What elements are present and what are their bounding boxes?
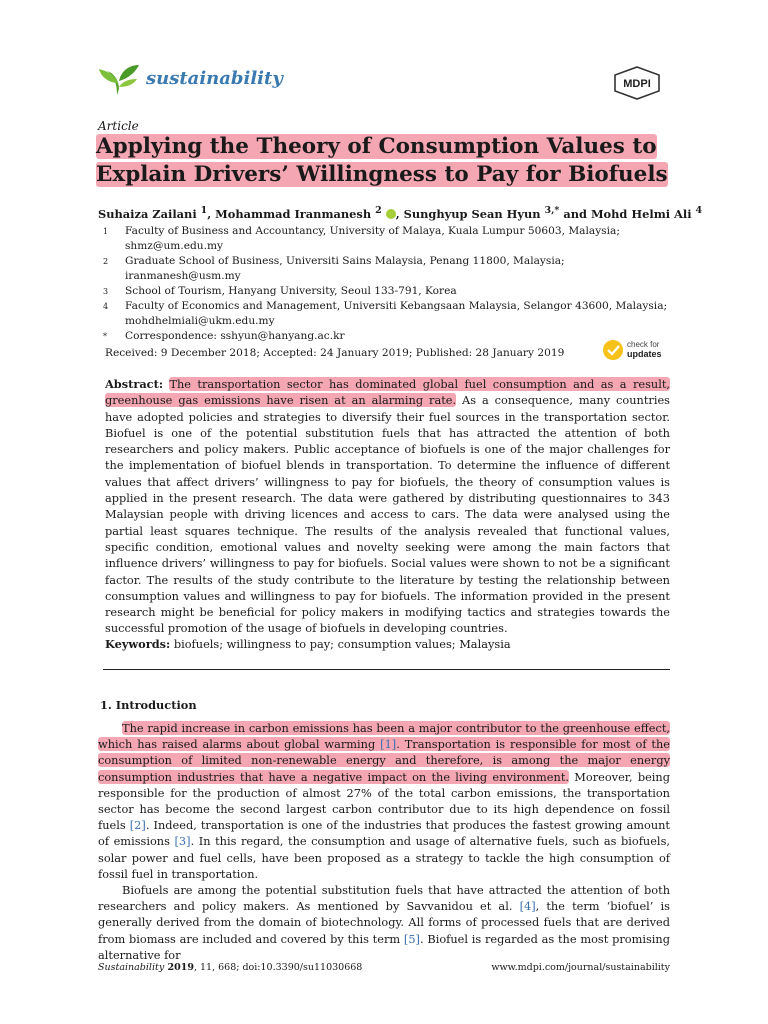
author-name: , Sunghyup Sean Hyun — [395, 206, 545, 221]
author-affil-sup: 4 — [695, 205, 703, 216]
affiliation-text: School of Tourism, Hanyang University, Seoul 133-791, Korea — [125, 285, 457, 297]
footer-citation — [98, 962, 362, 973]
keywords — [105, 637, 511, 651]
author-name: , Mohammad Iranmanesh — [207, 206, 376, 221]
keywords-text: biofuels; willingness to pay; consumption values; Malaysia — [170, 637, 511, 651]
author-affil-sup: 3,* — [544, 205, 560, 216]
affiliation-number: 1 — [103, 227, 109, 236]
paragraph-text: , the term ‘biofuel’ is generally derived from the domain of biotechnology. All forms of processed fuels that are derived from biomass are included and covered by this term — [98, 899, 670, 946]
section-body — [98, 720, 670, 963]
abstract-text: As a consequence, many countries have adopted policies and strategies to diversify their fuel sources in the transportation sector. Biofuel is one of the potential substitution fuels that has attracted the attention of both researchers and policy makers. Public acceptance of biofuels is one of the major challenges for the implementation of biofuel blends in transportation. To determine the influence of different values that affect drivers’ willingness to pay for biofuels, the theory of consumption values is applied in the present research. The data were gathered by distributing questionnaires to 343 Malaysian people with driving licences and access to cars. The data were analysed using the partial least squares technique. The results of the analysis revealed that functional values, specific condition, emotional values and novelty seeking were among the main factors that influence drivers’ willingness to pay for biofuels. Social values were shown to not be a significant factor. The results of the study contribute to the literature by testing the relationship between consumption values and willingness to pay for biofuels. The information provided in the present research might be beneficial for policy makers in modifying tactics and strategies towards the successful promotion of the usage of biofuels in developing countries. — [105, 393, 670, 636]
affiliation-item — [103, 299, 678, 329]
orcid-icon[interactable] — [386, 209, 396, 219]
citation-link[interactable]: [4] — [519, 899, 536, 914]
abstract-highlight: The transportation sector has dominated global fuel consumption and as a result, greenhouse gas emissions have risen at an alarming rate. — [105, 377, 670, 408]
check-for-updates-line2: updates — [627, 349, 662, 359]
highlight-text: The rapid increase in carbon emissions has been a major contributor to the greenhouse effect, which has raised alarms about global warming — [98, 721, 670, 752]
citation-link[interactable]: [5] — [403, 931, 420, 946]
author-name: and Mohd Helmi Ali — [559, 206, 696, 221]
affiliation-number: * — [103, 332, 107, 341]
affiliation-list — [103, 224, 678, 344]
mdpi-logo-text: MDPI — [623, 78, 651, 90]
keywords-label: Keywords: — [105, 637, 171, 651]
divider — [103, 669, 670, 670]
check-for-updates-button[interactable] — [602, 337, 672, 363]
paragraph-text: . Indeed, transportation is one of the industries that produces the fastest growing amount of emissions — [98, 818, 670, 849]
affiliation-text: Graduate School of Business, Universiti Sains Malaysia, Penang 11800, Malaysia; iranmanesh@usm.my — [125, 255, 565, 282]
article-type-label: Article — [98, 119, 139, 133]
affiliation-item — [103, 284, 678, 299]
correspondence-item — [103, 329, 678, 344]
journal-name: sustainability — [146, 68, 283, 89]
affiliation-item — [103, 254, 678, 284]
paragraph-text: Biofuels are among the potential substitution fuels that have attracted the attention of both researchers and policy makers. As mentioned by Savvanidou et al. — [98, 883, 670, 914]
affiliation-number: 3 — [103, 287, 109, 296]
affiliation-number: 4 — [103, 302, 109, 311]
paragraph — [98, 720, 670, 882]
author-affil-sup: 2 — [375, 205, 382, 216]
correspondence-text: Correspondence: sshyun@hanyang.ac.kr — [125, 330, 345, 342]
affiliation-text: Faculty of Business and Accountancy, University of Malaya, Kuala Lumpur 50603, Malaysia; shmz@um.edu.my — [125, 225, 620, 252]
footer-url[interactable]: www.mdpi.com/journal/sustainability — [491, 962, 670, 973]
author-affil-sup: 1 — [200, 205, 208, 216]
citation-link[interactable]: [2] — [129, 818, 146, 833]
footer-details: , 11, 668; doi:10.3390/su11030668 — [193, 962, 363, 973]
paragraph-text: . Biofuel is regarded as the most promising alternative for — [98, 931, 670, 962]
citation-link[interactable]: [3] — [174, 834, 191, 849]
author-list — [98, 205, 702, 221]
abstract — [105, 376, 670, 637]
page-title — [96, 133, 676, 189]
mdpi-logo — [612, 66, 662, 100]
affiliation-text: Faculty of Economics and Management, Universiti Kebangsaan Malaysia, Selangor 43600, Malaysia; mohdhelmiali@ukm.edu.my — [125, 300, 668, 327]
footer-year: 2019 — [164, 962, 194, 973]
title-text: Applying the Theory of Consumption Values to Explain Drivers’ Willingness to Pay for Biofuels — [96, 134, 668, 187]
affiliation-item — [103, 224, 678, 254]
citation-link[interactable]: [1] — [380, 737, 397, 752]
publication-dates: Received: 9 December 2018; Accepted: 24 January 2019; Published: 28 January 2019 — [105, 347, 565, 359]
footer-journal: Sustainability — [98, 962, 165, 973]
paragraph — [98, 882, 670, 963]
check-for-updates-line1: check for — [627, 340, 660, 349]
paragraph-text: Moreover, being responsible for the production of almost 27% of the total carbon emissions, the transportation sector has become the second largest carbon contributor due to its high dependence on fossil fuels — [98, 769, 670, 833]
leaf-icon — [97, 61, 141, 97]
author-name: Suhaiza Zailani — [98, 206, 201, 221]
highlight-text: . Transportation is responsible for most of the consumption of limited non-renewable energy and therefore, is among the major energy consumption industries that have a negative impact on the living environment. — [98, 737, 671, 784]
paragraph-text: . In this regard, the consumption and usage of alternative fuels, such as biofuels, solar power and fuel cells, have been proposed as a strategy to tackle the high consumption of fossil fuel in transportation. — [98, 834, 670, 881]
section-heading: 1. Introduction — [100, 698, 197, 712]
affiliation-number: 2 — [103, 257, 109, 266]
abstract-label: Abstract: — [105, 377, 164, 391]
